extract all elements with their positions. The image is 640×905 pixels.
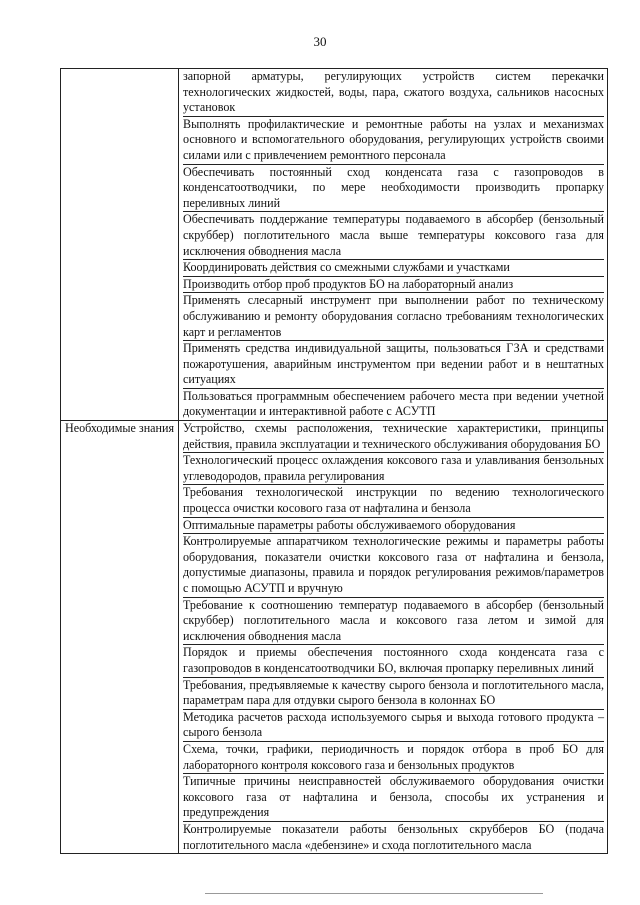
skill-item: Выполнять профилактические и ремонтные работы на узлах и механизмах основного и вспомогательного оборудования, регулирующих устройств своими силами или с привлечением ремонтного персонала	[183, 117, 604, 165]
knowledge-item: Требования, предъявляемые к качеству сырого бензола и поглотительного масла, параметрам пара для отдувки сырого бензола в колоннах БО	[183, 678, 604, 710]
knowledge-item: Типичные причины неисправностей обслуживаемого оборудования очистки коксового газа от нафталина и бензола, способы их устранения и предупреждения	[183, 774, 604, 822]
skill-item: запорной арматуры, регулирующих устройств систем перекачки технологических жидкостей, воды, пара, сжатого воздуха, сальников насосных установок	[183, 69, 604, 117]
knowledge-item: Схема, точки, графики, периодичность и порядок отбора в проб БО для лабораторного контроля коксового газа и бензольных продуктов	[183, 742, 604, 774]
skill-item: Применять средства индивидуальной защиты, пользоваться ГЗА и средствами пожаротушения, аварийным инструментом при ведении работ и в нештатных ситуациях	[183, 341, 604, 389]
knowledge-item: Устройство, схемы расположения, технические характеристики, принципы действия, правила эксплуатации и технического обслуживания оборудования БО	[183, 421, 604, 453]
table-row-knowledge	[61, 421, 608, 854]
skills-cell	[179, 69, 608, 421]
knowledge-item: Контролируемые показатели работы бензольных скрубберов БО (подача поглотительного масла «дебензине» и схода поглотительного масла	[183, 821, 604, 852]
skill-item: Координировать действия со смежными службами и участками	[183, 260, 604, 277]
knowledge-cell	[179, 421, 608, 854]
skill-item: Пользоваться программным обеспечением рабочего места при ведении учетной документации и интерактивной работе с АСУТП	[183, 388, 604, 419]
skill-item: Обеспечивать постоянный сход конденсата газа с газопроводов в конденсатоотводчики, по мере необходимости производить пропарку переливных линий	[183, 165, 604, 213]
row-label-skills	[61, 69, 179, 421]
knowledge-item: Контролируемые аппаратчиком технологические режимы и параметры работы оборудования, показатели очистки коксового газа от нафталина и бензола, допустимые диапазоны, правила и порядок регулирования режимов/параметров с помощью АСУТП и вручную	[183, 534, 604, 597]
knowledge-item: Методика расчетов расхода используемого сырья и выхода готового продукта – сырого бензола	[183, 710, 604, 742]
knowledge-item: Порядок и приемы обеспечения постоянного схода конденсата газа с газопроводов в конденсатоотводчики БО, включая пропарку переливных линий	[183, 645, 604, 677]
knowledge-item: Оптимальные параметры работы обслуживаемого оборудования	[183, 518, 604, 535]
skill-item: Применять слесарный инструмент при выполнении работ по техническому обслуживанию и ремонту оборудования согласно требованиям технологических карт и регламентов	[183, 293, 604, 341]
table-row-skills	[61, 69, 608, 421]
knowledge-item: Требования технологической инструкции по ведению технологического процесса очистки косового газа от нафталина и бензола	[183, 485, 604, 517]
skill-item: Обеспечивать поддержание температуры подаваемого в абсорбер (бензольный скруббер) поглотительного масла выше температуры коксового газа для исключения обводнения масла	[183, 212, 604, 260]
requirements-table	[60, 68, 608, 854]
skill-item: Производить отбор проб продуктов БО на лабораторный анализ	[183, 277, 604, 294]
row-label-knowledge: Необходимые знания	[61, 421, 179, 854]
knowledge-item: Требование к соотношению температур подаваемого в абсорбер (бензольный скруббер) поглотительного масла и коксового газа летом и зимой для исключения обводнения масла	[183, 598, 604, 646]
page-number: 30	[313, 34, 327, 49]
knowledge-item: Технологический процесс охлаждения коксового газа и улавливания бензольных углеводородов, правила регулирования	[183, 453, 604, 485]
bottom-divider	[205, 893, 543, 894]
